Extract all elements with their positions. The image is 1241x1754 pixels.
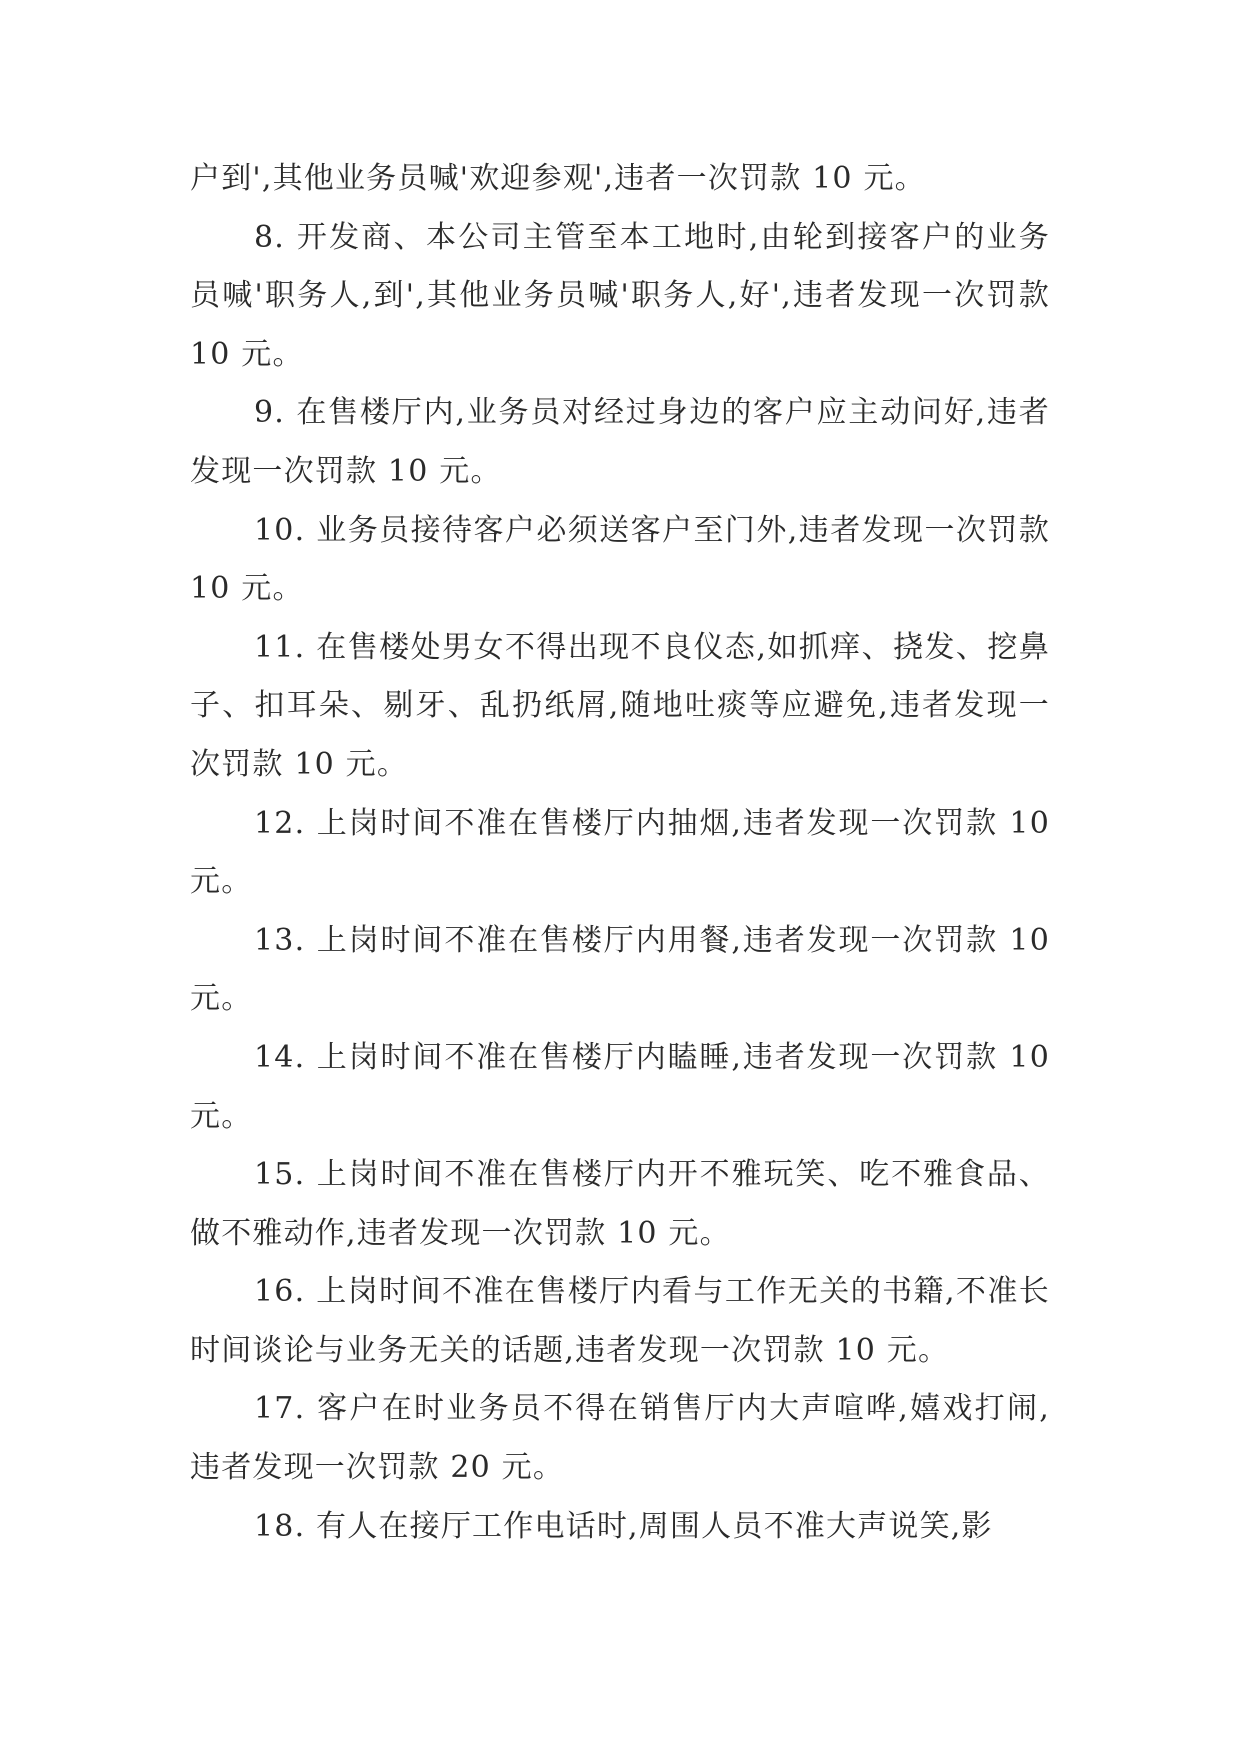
rule-item-10: 10. 业务员接待客户必须送客户至门外,违者发现一次罚款 10 元。	[190, 512, 1050, 607]
paragraph-continuation: 户到',其他业务员喊'欢迎参观',违者一次罚款 10 元。	[190, 161, 926, 196]
rule-item-13: 13. 上岗时间不准在售楼厅内用餐,违者发现一次罚款 10 元。	[190, 922, 1050, 1017]
rule-item-17: 17. 客户在时业务员不得在销售厅内大声喧哗,嬉戏打闹,违者发现一次罚款 20 元。	[190, 1391, 1050, 1486]
rule-item-12: 12. 上岗时间不准在售楼厅内抽烟,违者发现一次罚款 10 元。	[190, 805, 1050, 900]
rule-item-16: 16. 上岗时间不准在售楼厅内看与工作无关的书籍,不准长时间谈论与业务无关的话题,违者发现一次罚款 10 元。	[190, 1274, 1050, 1368]
rule-item-11: 11. 在售楼处男女不得出现不良仪态,如抓痒、挠发、挖鼻子、扣耳朵、剔牙、乱扔纸屑,随地吐痰等应避免,违者发现一次罚款 10 元。	[190, 629, 1050, 782]
rule-item-18: 18. 有人在接厅工作电话时,周围人员不准大声说笑,影	[254, 1508, 993, 1544]
rule-item-8: 8. 开发商、本公司主管至本工地时,由轮到接客户的业务员喊'职务人,到',其他业务员喊'职务人,好',违者发现一次罚款 10 元。	[190, 219, 1050, 372]
document-body	[190, 150, 1050, 1556]
rule-item-14: 14. 上岗时间不准在售楼厅内瞌睡,违者发现一次罚款 10 元。	[190, 1039, 1050, 1134]
rule-item-9: 9. 在售楼厅内,业务员对经过身边的客户应主动问好,违者发现一次罚款 10 元。	[190, 395, 1050, 489]
rule-item-15: 15. 上岗时间不准在售楼厅内开不雅玩笑、吃不雅食品、做不雅动作,违者发现一次罚款 10 元。	[190, 1157, 1050, 1251]
